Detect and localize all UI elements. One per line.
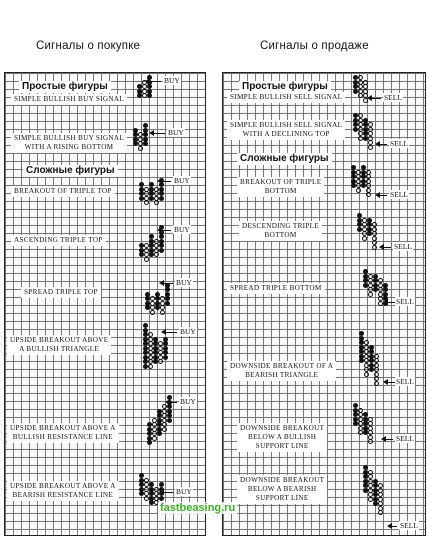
sell-arrow: [387, 382, 395, 383]
pattern-label: DESCENDING TRIPLE BOTTOM: [239, 221, 322, 241]
buy-arrow: [149, 81, 161, 82]
pattern-label: UPSIDE BREAKOUT ABOVE A BULLISH TRIANGLE: [7, 335, 111, 355]
pattern-label: BREAKOUT OF TRIPLE BOTTOM: [237, 177, 324, 197]
o-mark: [374, 381, 379, 386]
buy-simple-patterns-header: Простые фигуры: [19, 81, 111, 93]
o-mark: [154, 252, 159, 257]
buy-arrow: [169, 402, 177, 403]
sell-complex-patterns-header: Сложные фигуры: [237, 153, 332, 165]
sell-signals-title: Сигналы о продаже: [260, 40, 369, 52]
buy-signal-label: BUY: [180, 327, 196, 336]
pattern-label: SIMPLE BULLISH BUY SIGNAL: [11, 94, 127, 105]
buy-signal-label: BUY: [174, 176, 190, 185]
o-mark: [158, 359, 163, 364]
pattern-label: UPSIDE BREAKOUT ABOVE A BULLISH RESISTANCE LINE: [7, 423, 119, 443]
sell-signal-label: SELL: [384, 93, 402, 102]
pattern-label: BREAKOUT OF TRIPLE TOP: [11, 186, 115, 197]
pattern-label: DOWNSIDE BREAKOUT BELOW A BEARISH SUPPORT LINE: [237, 475, 327, 504]
sell-signal-label: SELL: [396, 377, 414, 386]
pattern-label: SPREAD TRIPLE TOP: [21, 287, 101, 298]
sell-arrow: [379, 144, 387, 145]
o-mark: [366, 192, 371, 197]
sell-arrow: [371, 98, 381, 99]
sell-arrow: [385, 439, 393, 440]
sell-simple-patterns-header: Простые фигуры: [239, 81, 331, 93]
pattern-label: UPSIDE BREAKOUT ABOVE A BEARISH RESISTANCE LINE: [7, 481, 119, 501]
o-mark: [364, 372, 369, 377]
buy-arrow: [161, 181, 171, 182]
buy-signals-title: Сигналы о покупке: [36, 40, 141, 52]
o-mark: [144, 200, 149, 205]
o-mark: [378, 510, 383, 515]
buy-arrow: [165, 332, 177, 333]
o-mark: [148, 364, 153, 369]
buy-signal-label: BUY: [168, 128, 184, 137]
o-mark: [356, 188, 361, 193]
x-mark: [167, 418, 172, 423]
buy-signals-panel: [4, 72, 206, 536]
buy-arrow: [161, 230, 171, 231]
x-mark: [143, 141, 148, 146]
sell-arrow: [379, 195, 387, 196]
o-mark: [152, 436, 157, 441]
pattern-label: DOWNSIDE BREAKOUT BELOW A BULLISH SUPPORT LINE: [237, 423, 327, 452]
x-mark: [165, 301, 170, 306]
buy-complex-patterns-header: Сложные фигуры: [23, 165, 118, 177]
o-mark: [144, 257, 149, 262]
o-mark: [154, 200, 159, 205]
buy-arrow: [163, 283, 173, 284]
sell-arrow: [391, 526, 397, 527]
pattern-label: SPREAD TRIPLE BOTTOM: [227, 283, 325, 294]
buy-signal-label: BUY: [176, 487, 192, 496]
x-mark: [159, 196, 164, 201]
sell-signal-label: SELL: [390, 190, 408, 199]
buy-arrow: [163, 492, 173, 493]
sell-signal-label: SELL: [394, 242, 412, 251]
pattern-label: SIMPLE BULLISH SELL SIGNAL WITH A DECLINING TOP: [227, 120, 345, 140]
sell-signal-label: SELL: [400, 521, 418, 530]
o-mark: [138, 146, 143, 151]
o-mark: [160, 310, 165, 315]
x-mark: [147, 440, 152, 445]
o-mark: [368, 292, 373, 297]
sell-signal-label: SELL: [396, 434, 414, 443]
pattern-label: DOWNSIDE BREAKOUT OF A BEARISH TRIANGLE: [227, 361, 336, 381]
buy-signal-label: BUY: [176, 278, 192, 287]
buy-arrow: [153, 133, 165, 134]
buy-signal-label: BUY: [180, 397, 196, 406]
pattern-label: ASCENDING TRIPLE TOP: [11, 235, 106, 246]
buy-signal-label: BUY: [174, 225, 190, 234]
buy-signal-label: BUY: [164, 76, 180, 85]
x-mark: [147, 93, 152, 98]
sell-signal-label: SELL: [396, 297, 414, 306]
o-mark: [362, 236, 367, 241]
o-mark: [162, 427, 167, 432]
x-mark: [157, 431, 162, 436]
pattern-label: SIMPLE BULLISH SELL SIGNAL: [227, 92, 345, 103]
sell-signals-panel: [222, 72, 426, 536]
x-mark: [159, 496, 164, 501]
x-mark: [163, 355, 168, 360]
sell-signal-label: SELL: [390, 139, 408, 148]
x-mark: [159, 248, 164, 253]
sell-arrow: [383, 247, 391, 248]
watermark: fastbeasing.ru: [160, 502, 236, 514]
o-mark: [372, 245, 377, 250]
o-mark: [368, 439, 373, 444]
sell-arrow: [387, 302, 395, 303]
o-mark: [150, 310, 155, 315]
pattern-label: SIMPLE BULLISH BUY SIGNAL WITH A RISING BOTTOM: [11, 133, 127, 153]
o-mark: [368, 145, 373, 150]
